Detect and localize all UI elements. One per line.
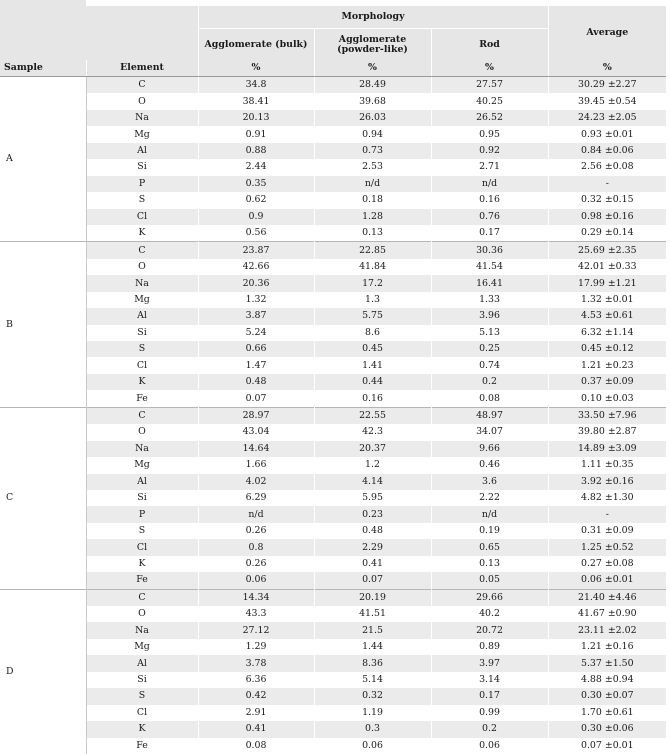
average-header: Average xyxy=(548,6,666,60)
sample-label: A xyxy=(0,77,86,242)
rod-value-cell: 0.08 xyxy=(431,390,548,407)
column-header-bulk: Agglomerate (bulk) xyxy=(198,29,314,61)
rod-value-cell: 0.06 xyxy=(431,738,548,754)
bulk-value-cell: 3.78 xyxy=(198,655,314,671)
rod-value-cell: 40.2 xyxy=(431,606,548,622)
table-row xyxy=(0,672,666,688)
element-cell: Fe xyxy=(86,738,198,754)
average-value-cell: 39.45 ±0.54 xyxy=(548,93,666,109)
table-row xyxy=(0,292,666,308)
rod-value-cell: 0.05 xyxy=(431,572,548,589)
rod-value-cell: 3.6 xyxy=(431,474,548,490)
powder-value-cell: 0.3 xyxy=(314,721,431,737)
powder-value-cell: 8.6 xyxy=(314,325,431,341)
table-row xyxy=(0,126,666,142)
table-row xyxy=(0,457,666,473)
table-row xyxy=(0,705,666,721)
rod-value-cell: 34.07 xyxy=(431,424,548,440)
powder-value-cell: 1.41 xyxy=(314,357,431,373)
bulk-value-cell: 14.34 xyxy=(198,589,314,606)
rod-value-cell: 41.54 xyxy=(431,259,548,275)
average-value-cell: 0.84 ±0.06 xyxy=(548,143,666,159)
rod-value-cell: 0.17 xyxy=(431,225,548,242)
rod-value-cell: 2.22 xyxy=(431,490,548,506)
element-cell: K xyxy=(86,225,198,242)
table-row xyxy=(0,721,666,737)
bulk-value-cell: n/d xyxy=(198,506,314,522)
powder-value-cell: 0.48 xyxy=(314,523,431,539)
rod-value-cell: n/d xyxy=(431,506,548,522)
bulk-value-cell: 6.36 xyxy=(198,672,314,688)
element-cell: Si xyxy=(86,490,198,506)
top-band xyxy=(0,0,86,6)
powder-value-cell: 1.28 xyxy=(314,209,431,225)
powder-value-cell: 17.2 xyxy=(314,275,431,291)
bulk-value-cell: 0.07 xyxy=(198,390,314,407)
bulk-value-cell: 0.66 xyxy=(198,341,314,357)
powder-value-cell: 26.03 xyxy=(314,110,431,126)
table-row xyxy=(0,176,666,192)
powder-value-cell: 0.13 xyxy=(314,225,431,242)
table-row xyxy=(0,242,666,259)
average-value-cell: 0.06 ±0.01 xyxy=(548,572,666,589)
average-value-cell: 0.07 ±0.01 xyxy=(548,738,666,754)
element-cell: Al xyxy=(86,308,198,324)
powder-value-cell: 1.44 xyxy=(314,639,431,655)
element-cell: Mg xyxy=(86,292,198,308)
element-cell: C xyxy=(86,242,198,259)
average-value-cell: 0.37 ±0.09 xyxy=(548,374,666,390)
powder-value-cell: 22.55 xyxy=(314,407,431,424)
element-cell: C xyxy=(86,589,198,606)
rod-value-cell: 29.66 xyxy=(431,589,548,606)
table-row xyxy=(0,688,666,704)
powder-value-cell: 0.94 xyxy=(314,126,431,142)
rod-value-cell: 16.41 xyxy=(431,275,548,291)
average-value-cell: 23.11 ±2.02 xyxy=(548,622,666,638)
table-row xyxy=(0,308,666,324)
element-cell: Si xyxy=(86,325,198,341)
average-value-cell: 33.50 ±7.96 xyxy=(548,407,666,424)
powder-value-cell: 0.44 xyxy=(314,374,431,390)
element-cell: P xyxy=(86,506,198,522)
table-row xyxy=(0,441,666,457)
average-value-cell: 21.40 ±4.46 xyxy=(548,589,666,606)
element-cell: Na xyxy=(86,275,198,291)
table-row xyxy=(0,738,666,754)
bulk-value-cell: 1.47 xyxy=(198,357,314,373)
rod-value-cell: 27.57 xyxy=(431,77,548,94)
unit-label: % xyxy=(198,60,314,77)
rod-value-cell: 0.65 xyxy=(431,539,548,555)
header-corner xyxy=(0,6,198,60)
powder-value-cell: 0.45 xyxy=(314,341,431,357)
table-row xyxy=(0,407,666,424)
rod-value-cell: 20.72 xyxy=(431,622,548,638)
rod-value-cell: 30.36 xyxy=(431,242,548,259)
powder-value-cell: 5.75 xyxy=(314,308,431,324)
table-row xyxy=(0,192,666,208)
powder-value-cell: 28.49 xyxy=(314,77,431,94)
bulk-value-cell: 0.48 xyxy=(198,374,314,390)
table-row xyxy=(0,209,666,225)
average-value-cell: 0.93 ±0.01 xyxy=(548,126,666,142)
powder-value-cell: 0.73 xyxy=(314,143,431,159)
average-value-cell: 0.27 ±0.08 xyxy=(548,556,666,572)
bulk-value-cell: 0.88 xyxy=(198,143,314,159)
bulk-value-cell: 28.97 xyxy=(198,407,314,424)
bulk-value-cell: 27.12 xyxy=(198,622,314,638)
table-row xyxy=(0,357,666,373)
rod-value-cell: 48.97 xyxy=(431,407,548,424)
bulk-value-cell: 0.41 xyxy=(198,721,314,737)
average-value-cell: 3.92 ±0.16 xyxy=(548,474,666,490)
powder-value-cell: 0.16 xyxy=(314,390,431,407)
average-value-cell: 2.56 ±0.08 xyxy=(548,159,666,175)
bulk-value-cell: 0.42 xyxy=(198,688,314,704)
bulk-value-cell: 0.91 xyxy=(198,126,314,142)
bulk-value-cell: 34.8 xyxy=(198,77,314,94)
table-row xyxy=(0,606,666,622)
powder-value-cell: 0.06 xyxy=(314,738,431,754)
bulk-value-cell: 2.91 xyxy=(198,705,314,721)
bulk-value-cell: 0.08 xyxy=(198,738,314,754)
element-cell: O xyxy=(86,93,198,109)
rod-value-cell: 0.99 xyxy=(431,705,548,721)
average-value-cell: 0.10 ±0.03 xyxy=(548,390,666,407)
average-value-cell: 4.88 ±0.94 xyxy=(548,672,666,688)
table-row xyxy=(0,622,666,638)
rod-value-cell: 0.92 xyxy=(431,143,548,159)
composition-table xyxy=(0,6,666,754)
average-value-cell: 39.80 ±2.87 xyxy=(548,424,666,440)
rod-value-cell: 0.76 xyxy=(431,209,548,225)
table-row xyxy=(0,556,666,572)
powder-value-cell: 20.19 xyxy=(314,589,431,606)
element-cell: Mg xyxy=(86,457,198,473)
bulk-value-cell: 23.87 xyxy=(198,242,314,259)
rod-value-cell: 0.16 xyxy=(431,192,548,208)
table-row xyxy=(0,341,666,357)
bulk-value-cell: 5.24 xyxy=(198,325,314,341)
average-value-cell: 0.31 ±0.09 xyxy=(548,523,666,539)
average-value-cell: 41.67 ±0.90 xyxy=(548,606,666,622)
rod-value-cell: 0.89 xyxy=(431,639,548,655)
bulk-value-cell: 0.06 xyxy=(198,572,314,589)
powder-value-cell: 5.14 xyxy=(314,672,431,688)
average-value-cell: 0.45 ±0.12 xyxy=(548,341,666,357)
average-value-cell: 1.32 ±0.01 xyxy=(548,292,666,308)
element-cell: Cl xyxy=(86,357,198,373)
powder-value-cell: 21.5 xyxy=(314,622,431,638)
element-cell: Na xyxy=(86,622,198,638)
column-header-rod: Rod xyxy=(431,29,548,61)
bulk-value-cell: 0.9 xyxy=(198,209,314,225)
rod-value-cell: 0.74 xyxy=(431,357,548,373)
average-value-cell: 1.70 ±0.61 xyxy=(548,705,666,721)
average-value-cell: 14.89 ±3.09 xyxy=(548,441,666,457)
average-value-cell: 0.32 ±0.15 xyxy=(548,192,666,208)
element-cell: Mg xyxy=(86,639,198,655)
rod-value-cell: 5.13 xyxy=(431,325,548,341)
element-cell: Mg xyxy=(86,126,198,142)
powder-value-cell: 8.36 xyxy=(314,655,431,671)
average-value-cell: - xyxy=(548,506,666,522)
powder-value-cell: 1.2 xyxy=(314,457,431,473)
average-value-cell: 42.01 ±0.33 xyxy=(548,259,666,275)
bulk-value-cell: 20.13 xyxy=(198,110,314,126)
element-cell: S xyxy=(86,341,198,357)
bulk-value-cell: 43.04 xyxy=(198,424,314,440)
powder-value-cell: 2.29 xyxy=(314,539,431,555)
element-cell: O xyxy=(86,424,198,440)
bulk-value-cell: 0.56 xyxy=(198,225,314,242)
table-row xyxy=(0,374,666,390)
element-cell: S xyxy=(86,688,198,704)
element-cell: K xyxy=(86,721,198,737)
element-cell: Cl xyxy=(86,539,198,555)
bulk-value-cell: 38.41 xyxy=(198,93,314,109)
element-cell: Si xyxy=(86,159,198,175)
rod-value-cell: 9.66 xyxy=(431,441,548,457)
bulk-value-cell: 14.64 xyxy=(198,441,314,457)
average-value-cell: 30.29 ±2.27 xyxy=(548,77,666,94)
bulk-value-cell: 2.44 xyxy=(198,159,314,175)
average-value-cell: 25.69 ±2.35 xyxy=(548,242,666,259)
rod-value-cell: 3.97 xyxy=(431,655,548,671)
powder-value-cell: 0.23 xyxy=(314,506,431,522)
element-cell: K xyxy=(86,374,198,390)
powder-value-cell: 1.19 xyxy=(314,705,431,721)
bulk-value-cell: 3.87 xyxy=(198,308,314,324)
average-value-cell: 0.30 ±0.06 xyxy=(548,721,666,737)
powder-value-cell: 0.41 xyxy=(314,556,431,572)
powder-value-cell: 2.53 xyxy=(314,159,431,175)
element-cell: C xyxy=(86,407,198,424)
element-cell: P xyxy=(86,176,198,192)
powder-value-cell: 42.3 xyxy=(314,424,431,440)
powder-value-cell: 0.32 xyxy=(314,688,431,704)
rod-value-cell: 0.19 xyxy=(431,523,548,539)
rod-value-cell: 3.14 xyxy=(431,672,548,688)
element-cell: S xyxy=(86,192,198,208)
rod-value-cell: 2.71 xyxy=(431,159,548,175)
table-row xyxy=(0,424,666,440)
element-cell: Si xyxy=(86,672,198,688)
table-row xyxy=(0,523,666,539)
table-row xyxy=(0,110,666,126)
sample-label: D xyxy=(0,589,86,754)
powder-value-cell: 20.37 xyxy=(314,441,431,457)
table-row xyxy=(0,143,666,159)
table-row xyxy=(0,159,666,175)
element-cell: Al xyxy=(86,143,198,159)
table-row xyxy=(0,259,666,275)
average-value-cell: 1.21 ±0.16 xyxy=(548,639,666,655)
powder-value-cell: 4.14 xyxy=(314,474,431,490)
table-row xyxy=(0,325,666,341)
average-value-cell: 1.11 ±0.35 xyxy=(548,457,666,473)
sample-header: Sample xyxy=(0,60,86,77)
bulk-value-cell: 43.3 xyxy=(198,606,314,622)
table-row xyxy=(0,490,666,506)
rod-value-cell: 0.25 xyxy=(431,341,548,357)
powder-value-cell: n/d xyxy=(314,176,431,192)
rod-value-cell: 0.13 xyxy=(431,556,548,572)
table-row xyxy=(0,77,666,94)
average-value-cell: 0.98 ±0.16 xyxy=(548,209,666,225)
average-value-cell: 17.99 ±1.21 xyxy=(548,275,666,291)
powder-value-cell: 0.07 xyxy=(314,572,431,589)
rod-value-cell: n/d xyxy=(431,176,548,192)
average-value-cell: 1.21 ±0.23 xyxy=(548,357,666,373)
powder-value-cell: 5.95 xyxy=(314,490,431,506)
element-cell: K xyxy=(86,556,198,572)
powder-value-cell: 1.3 xyxy=(314,292,431,308)
table-row xyxy=(0,639,666,655)
bulk-value-cell: 0.8 xyxy=(198,539,314,555)
average-value-cell: 4.53 ±0.61 xyxy=(548,308,666,324)
rod-value-cell: 0.46 xyxy=(431,457,548,473)
rod-value-cell: 0.17 xyxy=(431,688,548,704)
average-value-cell: 24.23 ±2.05 xyxy=(548,110,666,126)
table-body xyxy=(0,77,666,754)
column-header-powder: Agglomerate (powder-like) xyxy=(314,29,431,61)
element-cell: C xyxy=(86,77,198,94)
powder-value-cell: 41.51 xyxy=(314,606,431,622)
element-cell: Cl xyxy=(86,209,198,225)
table-row xyxy=(0,474,666,490)
bulk-value-cell: 1.32 xyxy=(198,292,314,308)
element-cell: S xyxy=(86,523,198,539)
bulk-value-cell: 1.66 xyxy=(198,457,314,473)
table-row xyxy=(0,390,666,407)
table-row xyxy=(0,506,666,522)
rod-value-cell: 3.96 xyxy=(431,308,548,324)
morphology-header: Morphology xyxy=(198,6,548,29)
average-value-cell: 6.32 ±1.14 xyxy=(548,325,666,341)
rod-value-cell: 0.2 xyxy=(431,374,548,390)
powder-value-cell: 39.68 xyxy=(314,93,431,109)
bulk-value-cell: 0.26 xyxy=(198,556,314,572)
average-value-cell: 4.82 ±1.30 xyxy=(548,490,666,506)
element-cell: Fe xyxy=(86,390,198,407)
rod-value-cell: 1.33 xyxy=(431,292,548,308)
table-row xyxy=(0,93,666,109)
element-cell: Na xyxy=(86,441,198,457)
table-row xyxy=(0,589,666,606)
table-row xyxy=(0,572,666,589)
rod-value-cell: 0.2 xyxy=(431,721,548,737)
bulk-value-cell: 4.02 xyxy=(198,474,314,490)
rod-value-cell: 40.25 xyxy=(431,93,548,109)
average-value-cell: 1.25 ±0.52 xyxy=(548,539,666,555)
element-cell: Al xyxy=(86,655,198,671)
rod-value-cell: 26.52 xyxy=(431,110,548,126)
element-cell: Fe xyxy=(86,572,198,589)
element-cell: Al xyxy=(86,474,198,490)
rod-value-cell: 0.95 xyxy=(431,126,548,142)
element-cell: O xyxy=(86,606,198,622)
unit-label: % xyxy=(431,60,548,77)
unit-label: % xyxy=(314,60,431,77)
table-row xyxy=(0,539,666,555)
bulk-value-cell: 42.66 xyxy=(198,259,314,275)
bulk-value-cell: 6.29 xyxy=(198,490,314,506)
unit-label: % xyxy=(548,60,666,77)
bulk-value-cell: 0.62 xyxy=(198,192,314,208)
average-value-cell: 5.37 ±1.50 xyxy=(548,655,666,671)
element-cell: Na xyxy=(86,110,198,126)
element-header: Element xyxy=(86,60,198,77)
powder-value-cell: 22.85 xyxy=(314,242,431,259)
table-row xyxy=(0,655,666,671)
bulk-value-cell: 0.35 xyxy=(198,176,314,192)
bulk-value-cell: 0.26 xyxy=(198,523,314,539)
bulk-value-cell: 20.36 xyxy=(198,275,314,291)
element-cell: O xyxy=(86,259,198,275)
bulk-value-cell: 1.29 xyxy=(198,639,314,655)
sample-label: B xyxy=(0,242,86,407)
table-header xyxy=(0,6,666,77)
table-row xyxy=(0,225,666,242)
element-cell: Cl xyxy=(86,705,198,721)
sample-label: C xyxy=(0,407,86,589)
average-value-cell: 0.30 ±0.07 xyxy=(548,688,666,704)
powder-value-cell: 41.84 xyxy=(314,259,431,275)
powder-value-cell: 0.18 xyxy=(314,192,431,208)
table-row xyxy=(0,275,666,291)
average-value-cell: 0.29 ±0.14 xyxy=(548,225,666,242)
average-value-cell: - xyxy=(548,176,666,192)
